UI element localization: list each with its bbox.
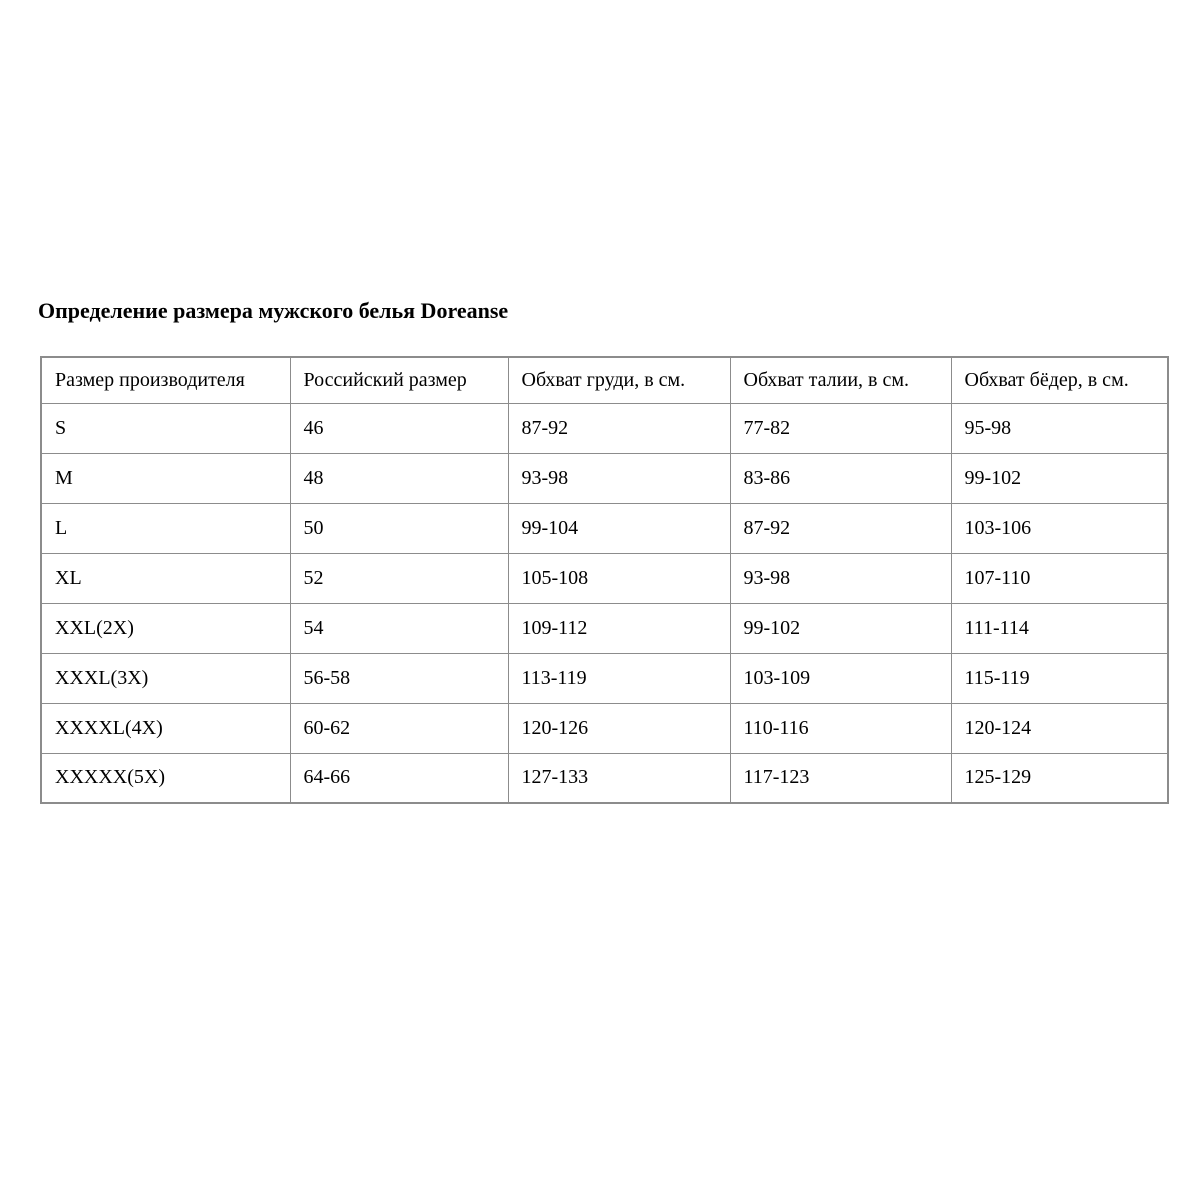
cell-chest: 120-126 [508, 703, 730, 753]
table-row [41, 453, 1168, 503]
cell-russian-size: 54 [290, 603, 508, 653]
cell-waist: 99-102 [730, 603, 951, 653]
cell-size: M [41, 453, 290, 503]
column-header-chest: Обхват груди, в см. [508, 357, 730, 403]
cell-waist: 83-86 [730, 453, 951, 503]
cell-hips: 95-98 [951, 403, 1168, 453]
cell-chest: 93-98 [508, 453, 730, 503]
cell-waist: 93-98 [730, 553, 951, 603]
cell-size: XXXXL(4X) [41, 703, 290, 753]
cell-hips: 120-124 [951, 703, 1168, 753]
column-header-waist: Обхват талии, в см. [730, 357, 951, 403]
cell-size: XL [41, 553, 290, 603]
cell-size: XXXXX(5X) [41, 753, 290, 803]
cell-size: S [41, 403, 290, 453]
cell-hips: 115-119 [951, 653, 1168, 703]
cell-size: XXXL(3X) [41, 653, 290, 703]
cell-waist: 77-82 [730, 403, 951, 453]
cell-russian-size: 56-58 [290, 653, 508, 703]
cell-size: L [41, 503, 290, 553]
table-row [41, 703, 1168, 753]
cell-size: XXL(2X) [41, 603, 290, 653]
column-header-manufacturer-size: Размер производителя [41, 357, 290, 403]
cell-chest: 113-119 [508, 653, 730, 703]
cell-waist: 110-116 [730, 703, 951, 753]
cell-russian-size: 64-66 [290, 753, 508, 803]
cell-hips: 111-114 [951, 603, 1168, 653]
cell-russian-size: 50 [290, 503, 508, 553]
cell-russian-size: 48 [290, 453, 508, 503]
table-row [41, 403, 1168, 453]
column-header-hips: Обхват бёдер, в см. [951, 357, 1168, 403]
cell-chest: 99-104 [508, 503, 730, 553]
cell-chest: 127-133 [508, 753, 730, 803]
cell-russian-size: 52 [290, 553, 508, 603]
size-chart-table [40, 356, 1169, 804]
cell-hips: 99-102 [951, 453, 1168, 503]
table-row [41, 753, 1168, 803]
table-row [41, 603, 1168, 653]
cell-russian-size: 46 [290, 403, 508, 453]
table-row [41, 553, 1168, 603]
cell-waist: 103-109 [730, 653, 951, 703]
cell-chest: 87-92 [508, 403, 730, 453]
cell-hips: 125-129 [951, 753, 1168, 803]
table-row [41, 653, 1168, 703]
cell-chest: 109-112 [508, 603, 730, 653]
table-row [41, 503, 1168, 553]
column-header-russian-size: Российский размер [290, 357, 508, 403]
header-row [41, 357, 1168, 403]
cell-russian-size: 60-62 [290, 703, 508, 753]
cell-hips: 107-110 [951, 553, 1168, 603]
cell-chest: 105-108 [508, 553, 730, 603]
page-title: Определение размера мужского белья Doreanse [38, 298, 509, 323]
cell-hips: 103-106 [951, 503, 1168, 553]
cell-waist: 87-92 [730, 503, 951, 553]
cell-waist: 117-123 [730, 753, 951, 803]
